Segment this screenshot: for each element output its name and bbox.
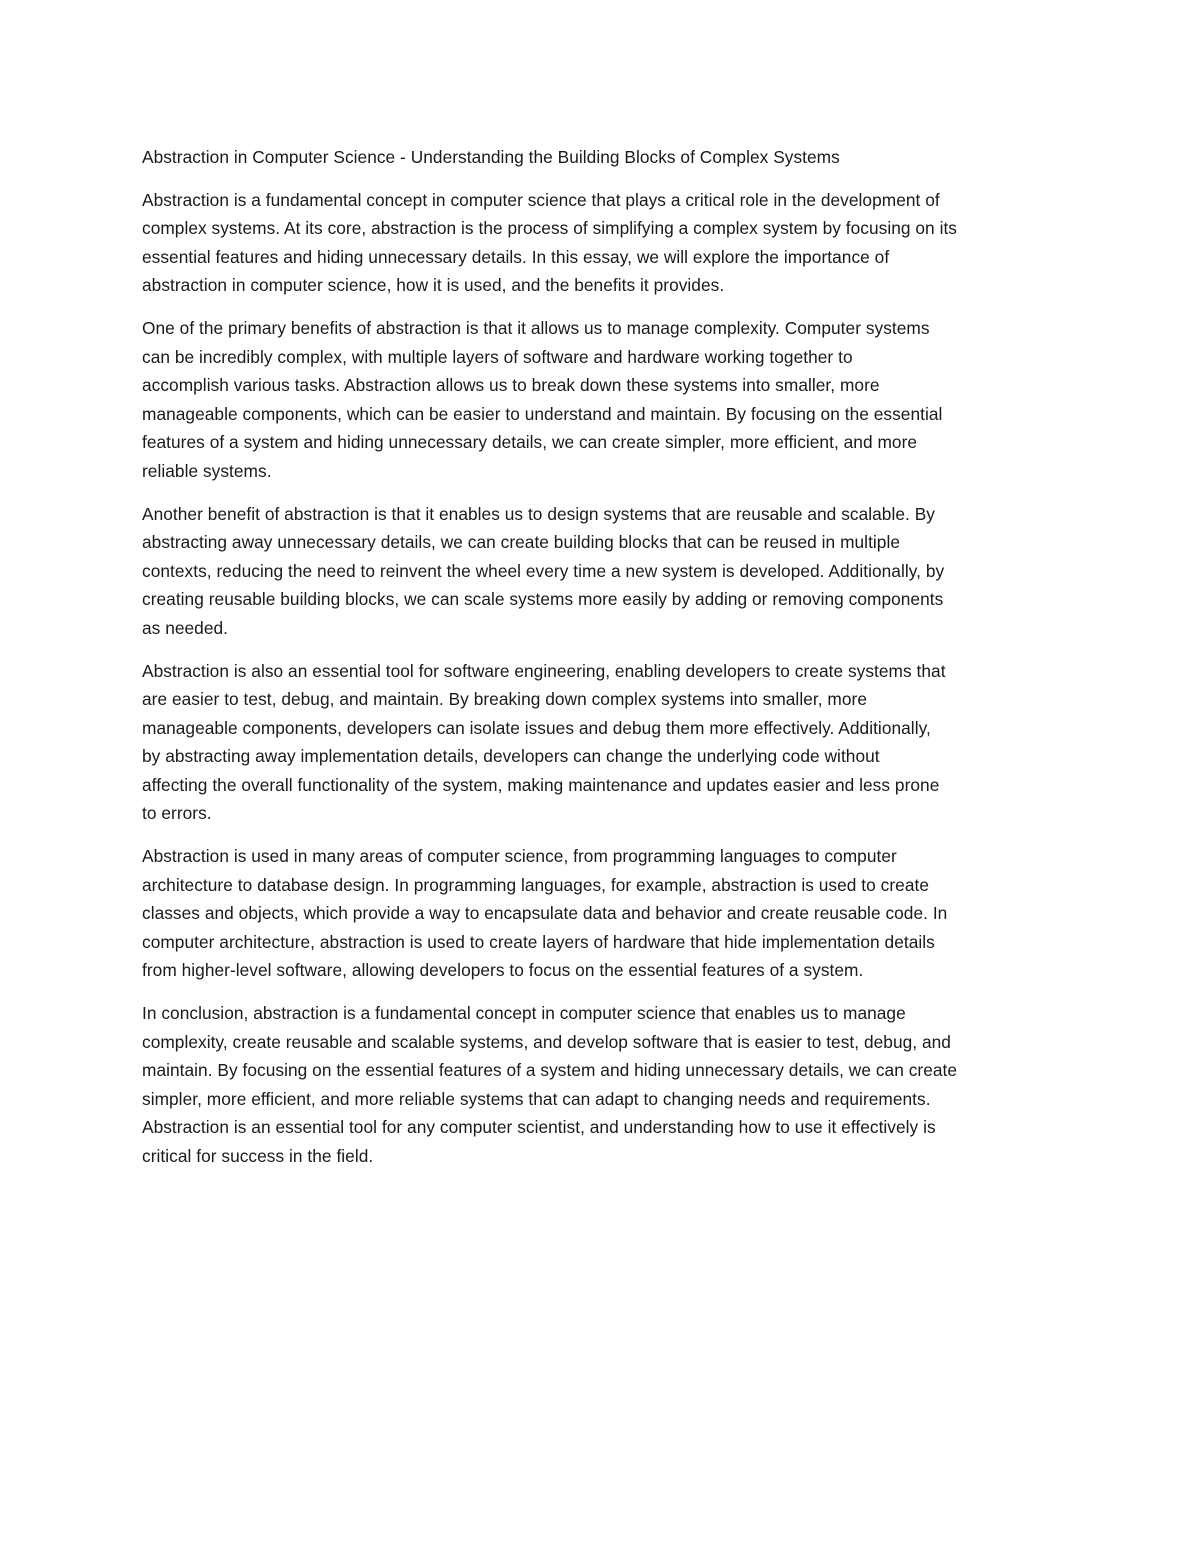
paragraph-reusability [142, 500, 1062, 643]
text-line: manageable components, which can be easier to understand and maintain. By focusing on the essential [142, 403, 943, 424]
text-line: One of the primary benefits of abstraction is that it allows us to manage complexity. Computer systems [142, 317, 930, 338]
text-line: In conclusion, abstraction is a fundamental concept in computer science that enables us to manage [142, 1003, 906, 1024]
text-line: from higher-level software, allowing developers to focus on the essential features of a system. [142, 960, 864, 981]
text-line: can be incredibly complex, with multiple layers of software and hardware working together to [142, 346, 853, 367]
text-line: classes and objects, which provide a way to encapsulate data and behavior and create reusable code. In [142, 903, 948, 924]
text-line: complexity, create reusable and scalable systems, and develop software that is easier to test, debug, and [142, 1031, 951, 1052]
text-line: Abstraction is a fundamental concept in computer science that plays a critical role in the development of [142, 189, 940, 210]
text-line: features of a system and hiding unnecessary details, we can create simpler, more efficient, and more [142, 432, 918, 453]
text-line: Abstraction is also an essential tool for software engineering, enabling developers to create systems that [142, 660, 946, 681]
text-line: affecting the overall functionality of the system, making maintenance and updates easier and less prone [142, 774, 940, 795]
text-line: by abstracting away implementation details, developers can change the underlying code without [142, 746, 880, 767]
text-line: abstraction in computer science, how it is used, and the benefits it provides. [142, 275, 725, 296]
text-line: contexts, reducing the need to reinvent the wheel every time a new system is developed. Additionally, by [142, 560, 945, 581]
text-line: essential features and hiding unnecessary details. In this essay, we will explore the importance of [142, 246, 890, 267]
text-line: as needed. [142, 617, 229, 638]
paragraph-conclusion [142, 999, 1062, 1171]
text-line: critical for success in the field. [142, 1146, 374, 1166]
text-line: manageable components, developers can isolate issues and debug them more effectively. Additionally, [142, 717, 931, 738]
paragraph-software-engineering [142, 657, 1062, 829]
text-line: Another benefit of abstraction is that it enables us to design systems that are reusable and scalable. By [142, 503, 935, 524]
text-line: Abstraction is used in many areas of computer science, from programming languages to computer [142, 846, 897, 867]
document-title: Abstraction in Computer Science - Understanding the Building Blocks of Complex Systems [142, 147, 840, 167]
paragraph-complexity [142, 314, 1062, 486]
text-line: architecture to database design. In programming languages, for example, abstraction is used to create [142, 874, 929, 895]
text-line: Abstraction is an essential tool for any computer scientist, and understanding how to use it effectively is [142, 1117, 936, 1138]
document-body [142, 143, 1062, 1185]
text-line: to errors. [142, 803, 212, 824]
text-line: simpler, more efficient, and more reliable systems that can adapt to changing needs and requirements. [142, 1088, 931, 1109]
text-line: creating reusable building blocks, we can scale systems more easily by adding or removing components [142, 589, 944, 610]
text-line: are easier to test, debug, and maintain. By breaking down complex systems into smaller, more [142, 689, 868, 710]
text-line: computer architecture, abstraction is used to create layers of hardware that hide implementation details [142, 931, 935, 952]
text-line: complex systems. At its core, abstraction is the process of simplifying a complex system by focusing on its [142, 218, 958, 239]
paragraph-applications [142, 842, 1062, 985]
text-line: accomplish various tasks. Abstraction allows us to break down these systems into smaller, more [142, 375, 880, 396]
paragraph-intro [142, 186, 1062, 300]
text-line: maintain. By focusing on the essential features of a system and hiding unnecessary details, we can create [142, 1060, 958, 1081]
text-line: reliable systems. [142, 460, 272, 481]
text-line: abstracting away unnecessary details, we can create building blocks that can be reused in multiple [142, 532, 901, 553]
